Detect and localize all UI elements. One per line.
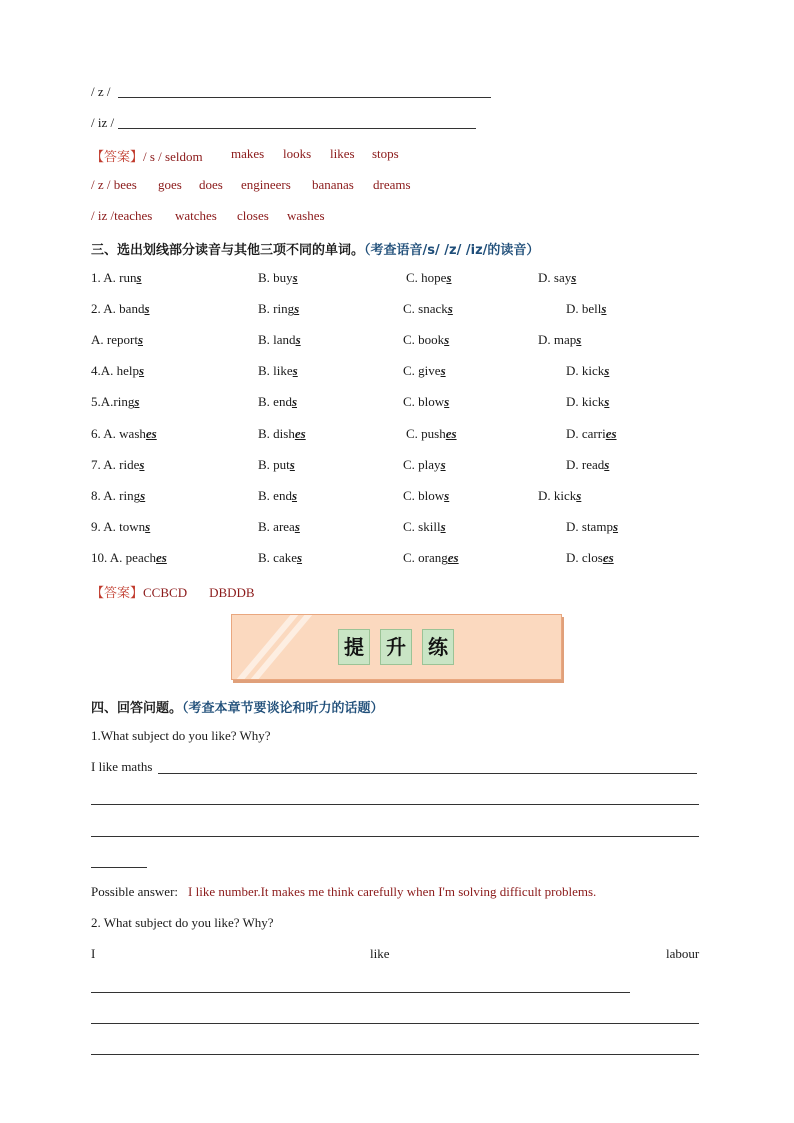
possible-answer: [91, 884, 596, 900]
q2-word: labour: [666, 946, 700, 961]
answer-part1: CCBCD: [143, 585, 188, 600]
section3-note: （考查语音/s/ /z/ /iz/的读音）: [364, 243, 540, 258]
option-underlined-ending: s: [296, 550, 303, 565]
question-option[interactable]: [258, 332, 301, 348]
question-option[interactable]: [258, 363, 298, 379]
answer-word: / iz /teaches: [91, 208, 153, 223]
option-underlined-ending: s: [576, 488, 582, 503]
option-underlined-ending: s: [440, 457, 446, 472]
section3-title: 三、选出划线部分读音与其他三项不同的单词。: [91, 243, 365, 258]
answer-word: watches: [175, 208, 217, 223]
question-option[interactable]: [566, 301, 606, 317]
q1-answer-line[interactable]: [158, 773, 697, 774]
question-option[interactable]: [403, 488, 449, 504]
q2-answer-line[interactable]: [91, 992, 630, 993]
option-underlined-ending: s: [291, 394, 298, 409]
option-word: C. orang: [403, 550, 448, 565]
question-option[interactable]: [91, 270, 142, 286]
question-option[interactable]: [258, 457, 295, 473]
q2-answer-line[interactable]: [91, 1054, 699, 1055]
option-word: 5.A.ring: [91, 394, 135, 409]
question-option[interactable]: [258, 519, 300, 535]
option-underlined-ending: es: [447, 550, 459, 565]
iz-answer-line[interactable]: [118, 128, 476, 129]
question-option[interactable]: [538, 488, 581, 504]
question-option[interactable]: [258, 426, 306, 442]
question-option[interactable]: [403, 363, 446, 379]
option-word: 8. A. ring: [91, 488, 141, 503]
option-underlined-ending: s: [447, 301, 453, 316]
option-underlined-ending: es: [294, 426, 306, 441]
option-underlined-ending: es: [145, 426, 157, 441]
option-underlined-ending: s: [446, 270, 452, 285]
option-word: D. carri: [566, 426, 606, 441]
option-underlined-ending: s: [571, 270, 577, 285]
option-underlined-ending: es: [602, 550, 614, 565]
answer-word: does: [199, 177, 223, 192]
option-underlined-ending: es: [445, 426, 457, 441]
option-word: A. report: [91, 332, 138, 347]
option-underlined-ending: s: [444, 488, 450, 503]
banner-char: 练: [422, 629, 454, 665]
option-word: C. push: [406, 426, 446, 441]
z-answer-line[interactable]: [118, 97, 491, 98]
option-word: 9. A. town: [91, 519, 146, 534]
q2-word: I: [91, 946, 96, 961]
question-option[interactable]: [91, 488, 145, 504]
option-word: B. buy: [258, 270, 293, 285]
option-word: B. land: [258, 332, 296, 347]
question-option[interactable]: [91, 457, 144, 473]
option-underlined-ending: s: [576, 332, 582, 347]
q1-answer-line[interactable]: [91, 836, 699, 837]
option-underlined-ending: s: [145, 519, 151, 534]
option-word: C. skill: [403, 519, 441, 534]
section4-note: （考查本章节要谈论和听力的话题）: [182, 701, 384, 716]
option-word: 10. A. peach: [91, 550, 156, 565]
banner-title: [338, 629, 454, 665]
iz-label: / iz /: [91, 115, 115, 130]
option-word: D. kick: [566, 363, 605, 378]
answer-word: likes: [330, 146, 355, 161]
option-word: B. ring: [258, 301, 295, 316]
question-option[interactable]: [566, 550, 614, 566]
q1-answer-line[interactable]: [91, 804, 699, 805]
option-underlined-ending: s: [612, 519, 619, 534]
option-underlined-ending: s: [440, 519, 446, 534]
option-underlined-ending: s: [295, 332, 301, 347]
q2-answer-line[interactable]: [91, 1023, 699, 1024]
option-word: D. stamp: [566, 519, 613, 534]
option-underlined-ending: es: [155, 550, 167, 565]
option-underlined-ending: s: [294, 301, 300, 316]
banner-char: 提: [338, 629, 370, 665]
option-word: D. bell: [566, 301, 602, 316]
question-option[interactable]: [406, 270, 452, 286]
option-word: B. cake: [258, 550, 297, 565]
answer-word: bananas: [312, 177, 354, 192]
option-word: B. like: [258, 363, 293, 378]
section4-heading: [91, 697, 384, 716]
option-word: B. end: [258, 394, 292, 409]
question-option[interactable]: [258, 301, 299, 317]
answer-s-row: [91, 146, 203, 165]
question-option[interactable]: [538, 332, 581, 348]
section3-answer: [91, 582, 255, 601]
question-option[interactable]: [91, 332, 143, 348]
option-underlined-ending: s: [292, 270, 298, 285]
option-word: C. book: [403, 332, 445, 347]
option-word: D. map: [538, 332, 577, 347]
answer-word: stops: [372, 146, 399, 161]
answer-word: washes: [287, 208, 325, 223]
section3-heading: [91, 239, 539, 258]
question-option[interactable]: [403, 301, 453, 317]
option-underlined-ending: s: [444, 394, 450, 409]
question-option[interactable]: [258, 488, 297, 504]
possible-answer-text: I like number.It makes me think carefully when I'm solving difficult problems.: [188, 884, 597, 899]
question-option[interactable]: [91, 550, 167, 566]
z-label: / z /: [91, 84, 111, 99]
question-option[interactable]: [566, 394, 609, 410]
option-underlined-ending: s: [289, 457, 295, 472]
question-2: 2. What subject do you like? Why?: [91, 915, 274, 930]
question-option[interactable]: [406, 426, 457, 442]
option-underlined-ending: s: [604, 457, 610, 472]
question-option[interactable]: [91, 394, 139, 410]
possible-answer-label: Possible answer:: [91, 884, 179, 899]
question-option[interactable]: [403, 519, 446, 535]
option-word: C. hope: [406, 270, 447, 285]
option-word: 1. A. run: [91, 270, 137, 285]
option-underlined-ending: s: [440, 363, 446, 378]
option-underlined-ending: s: [139, 363, 145, 378]
answer-word: goes: [158, 177, 182, 192]
option-underlined-ending: s: [604, 394, 610, 409]
option-underlined-ending: es: [605, 426, 617, 441]
answer-part2: DBDDB: [209, 585, 255, 600]
question-option[interactable]: [91, 426, 157, 442]
option-word: C. blow: [403, 488, 445, 503]
question-option[interactable]: [91, 519, 150, 535]
option-underlined-ending: s: [137, 332, 143, 347]
option-word: B. end: [258, 488, 292, 503]
option-word: 7. A. ride: [91, 457, 140, 472]
option-word: D. read: [566, 457, 605, 472]
banner-stripe: [241, 614, 316, 680]
practice-banner: [231, 614, 562, 680]
question-option[interactable]: [258, 550, 302, 566]
answer-word: closes: [237, 208, 269, 223]
option-word: D. kick: [538, 488, 577, 503]
option-word: B. put: [258, 457, 290, 472]
option-underlined-ending: s: [136, 270, 142, 285]
question-option[interactable]: [566, 457, 609, 473]
option-underlined-ending: s: [292, 363, 298, 378]
question-option[interactable]: [91, 301, 150, 317]
question-option[interactable]: [258, 394, 297, 410]
option-word: B. dish: [258, 426, 295, 441]
option-word: D. clos: [566, 550, 603, 565]
option-underlined-ending: s: [444, 332, 450, 347]
option-underlined-ending: s: [134, 394, 140, 409]
question-option[interactable]: [403, 550, 459, 566]
answer-word: makes: [231, 146, 265, 161]
q1-answer-line[interactable]: [91, 867, 147, 868]
answer-tag: 【答案】: [91, 149, 144, 164]
answer-word: looks: [283, 146, 312, 161]
banner-stripe: [231, 614, 303, 680]
option-word: C. snack: [403, 301, 448, 316]
question-option[interactable]: [258, 270, 298, 286]
option-word: C. blow: [403, 394, 445, 409]
question-option[interactable]: [403, 332, 449, 348]
option-word: B. area: [258, 519, 295, 534]
question-option[interactable]: [403, 394, 449, 410]
question-option[interactable]: [566, 426, 617, 442]
option-word: 6. A. wash: [91, 426, 146, 441]
option-word: 4.A. help: [91, 363, 140, 378]
option-word: D. kick: [566, 394, 605, 409]
question-1: 1.What subject do you like? Why?: [91, 728, 271, 743]
answer-tag: 【答案】: [91, 585, 144, 600]
option-underlined-ending: s: [291, 488, 298, 503]
option-underlined-ending: s: [604, 363, 610, 378]
q2-word: like: [370, 946, 390, 961]
option-word: D. say: [538, 270, 572, 285]
option-underlined-ending: s: [140, 488, 146, 503]
answer-word: / z / bees: [91, 177, 137, 192]
section4-title: 四、回答问题。: [91, 701, 183, 716]
option-word: 2. A. band: [91, 301, 145, 316]
option-word: C. give: [403, 363, 441, 378]
answer-word: dreams: [373, 177, 411, 192]
banner-char: 升: [380, 629, 412, 665]
option-word: C. play: [403, 457, 441, 472]
answer-word: engineers: [241, 177, 291, 192]
question-option[interactable]: [91, 363, 144, 379]
option-underlined-ending: s: [294, 519, 300, 534]
question-option[interactable]: [566, 519, 618, 535]
answer-word: / s / seldom: [143, 149, 203, 164]
option-underlined-ending: s: [144, 301, 150, 316]
q1-answer-start: I like maths: [91, 759, 153, 774]
option-underlined-ending: s: [601, 301, 607, 316]
question-option[interactable]: [566, 363, 609, 379]
question-option[interactable]: [403, 457, 446, 473]
option-underlined-ending: s: [139, 457, 145, 472]
question-option[interactable]: [538, 270, 576, 286]
